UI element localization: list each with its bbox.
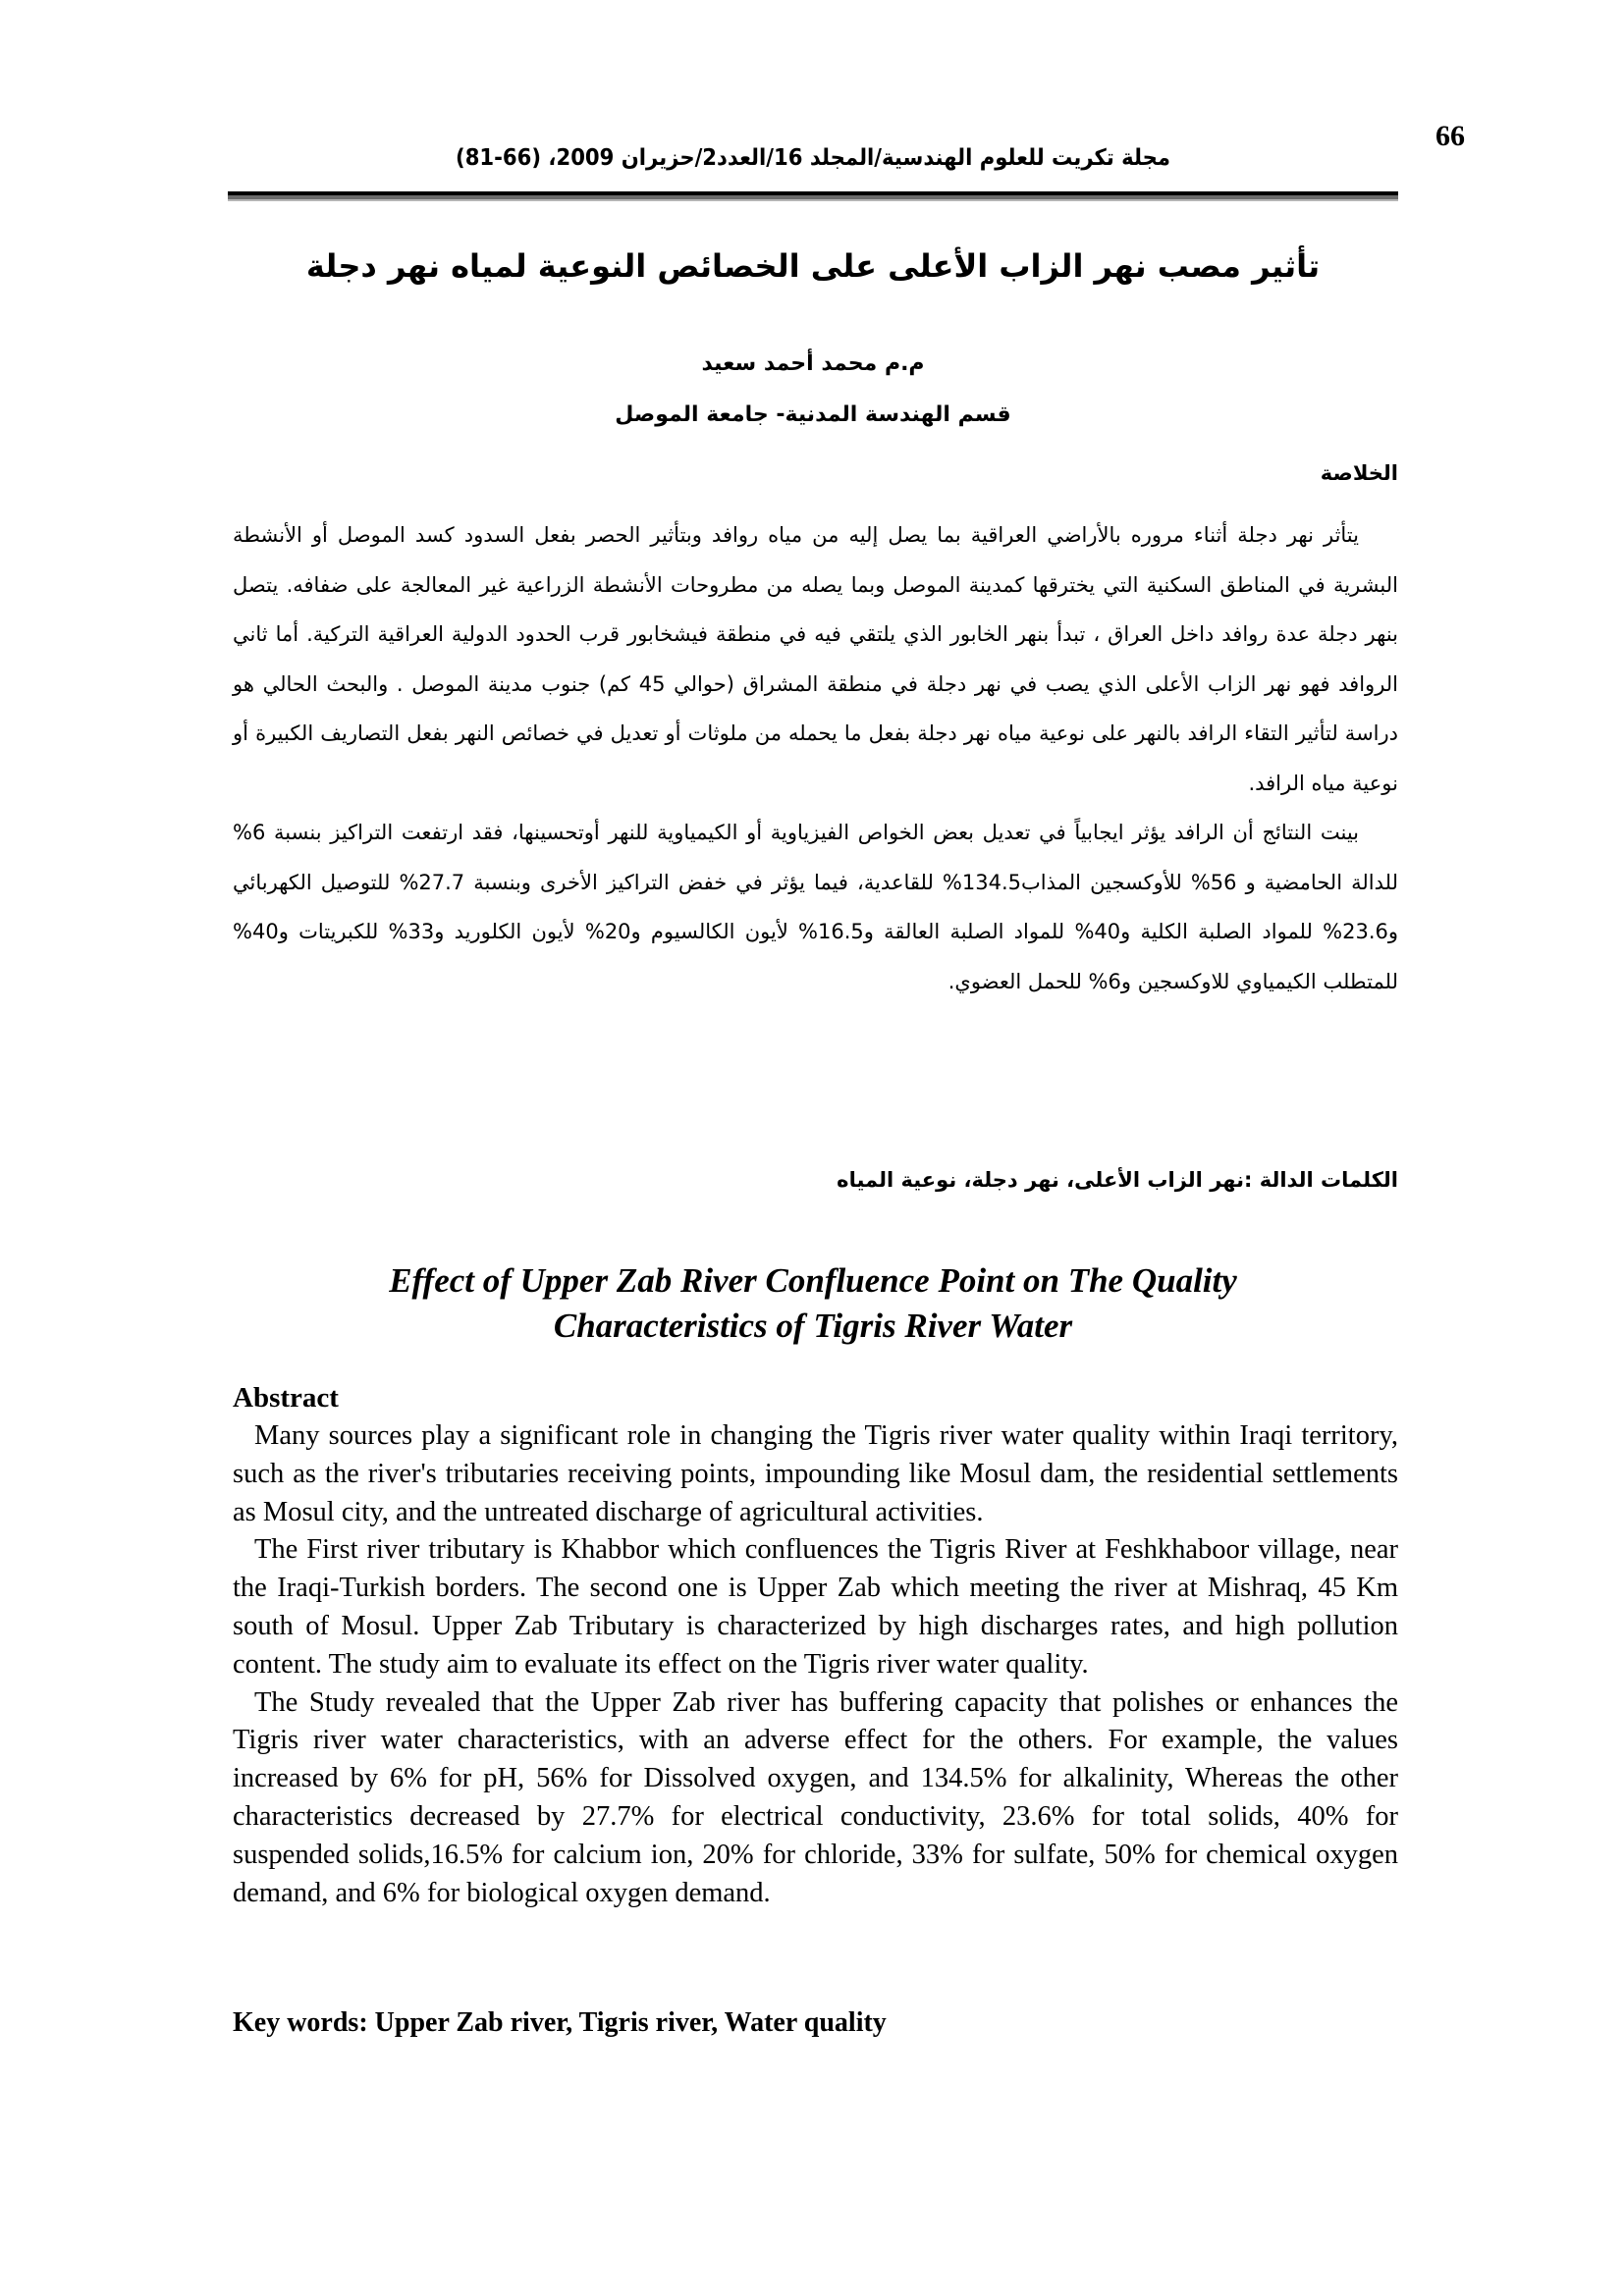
arabic-abstract-paragraph: يتأثر نهر دجلة أثناء مروره بالأراضي العراقية بما يصل إليه من مياه روافد وبتأثير الحصر بفعل السدود كسد الموصل أو الأنشطة البشرية في المناطق السكنية التي يخترقها كمدينة الموصل وبما يصله من مطروحات الأنشطة الزراعية غير المعالجة على ضفافه. يتصل بنهر دجلة عدة روافد داخل العراق ، تبدأ بنهر الخابور الذي يلتقي فيه في منطقة فيشخابور قرب الحدود الدولية العراقية التركية. أما ثاني الروافد فهو نهر الزاب الأعلى الذي يصب في نهر دجلة في منطقة المشراق (حوالي 45 كم) جنوب مدينة الموصل . والبحث الحالي هو دراسة لتأثير التقاء الرافد بالنهر على نوعية مياه نهر دجلة بفعل ما يحمله من ملوثات أو تعديل في خصائص النهر بفعل التصاريف الكبيرة أو نوعية مياه الرافد.	[233, 523, 1399, 795]
arabic-abstract-paragraph: بينت النتائج أن الرافد يؤثر ايجابياً في تعديل بعض الخواص الفيزياوية أو الكيمياوية للنهر أوتحسينها، فقد ارتفعت التراكيز بنسبة 6% للدالة الحامضية و 56% للأوكسجين المذاب134.5% للقاعدية، فيما يؤثر في خفض التراكيز الأخرى وبنسبة 27.7% للتوصيل الكهربائي و23.6% للمواد الصلبة الكلية و40% للمواد الصلبة العالقة و16.5% لأيون الكالسيوم و20% لأيون الكلوريد و33% للكبريتات و40% للمتطلب الكيمياوي للاوكسجين و6% للحمل العضوي.	[233, 821, 1399, 993]
english-title-line-1: Effect of Upper Zab River Confluence Point on The Quality	[389, 1261, 1237, 1300]
arabic-paper-title: تأثير مصب نهر الزاب الأعلى على الخصائص النوعية لمياه نهر دجلة	[305, 247, 1321, 285]
english-abstract-paragraph: The First river tributary is Khabbor which confluences the Tigris River at Feshkhaboor village, near the Iraqi-Turkish borders. The second one is Upper Zab which meeting the river at Mishraq, 45 Km south of Mosul. Upper Zab Tributary is characterized by high discharges rates, and high pollution content. The study aim to evaluate its effect on the Tigris river water quality.	[233, 1534, 1398, 1680]
header-rule-shadow-light	[228, 199, 1398, 201]
arabic-abstract-heading: الخلاصة	[1320, 461, 1398, 485]
english-paper-title	[228, 1258, 1398, 1349]
english-abstract-heading: Abstract	[233, 1382, 339, 1414]
english-abstract-body	[233, 1417, 1398, 1912]
arabic-affiliation: قسم الهندسة المدنية- جامعة الموصل	[615, 402, 1011, 427]
english-abstract-paragraph: The Study revealed that the Upper Zab river has buffering capacity that polishes or enhances the Tigris river water characteristics, with an adverse effect for the others. For example, the values increased by 6% for pH, 56% for Dissolved oxygen, and 134.5% for alkalinity, Whereas the other characteristics decreased by 27.7% for electrical conductivity, 23.6% for total solids, 40% for suspended solids,16.5% for calcium ion, 20% for chloride, 33% for sulfate, 50% for chemical oxygen demand, and 6% for biological oxygen demand.	[233, 1686, 1398, 1908]
arabic-author: م.م محمد أحمد سعيد	[701, 351, 925, 376]
english-keywords: Key words: Upper Zab river, Tigris river, Water quality	[233, 2007, 887, 2038]
page-number: 66	[1435, 120, 1465, 152]
english-title-line-2: Characteristics of Tigris River Water	[553, 1307, 1073, 1345]
arabic-keywords: الكلمات الدالة :نهر الزاب الأعلى، نهر دجلة، نوعية المياه	[837, 1168, 1398, 1192]
journal-running-header: مجلة تكريت للعلوم الهندسية/المجلد 16/العدد2/حزيران 2009، (66-81)	[456, 145, 1170, 171]
english-abstract-paragraph: Many sources play a significant role in changing the Tigris river water quality within Iraqi territory, such as the river's tributaries receiving points, impounding like Mosul dam, the residential settlements as Mosul city, and the untreated discharge of agricultural activities.	[233, 1420, 1398, 1527]
arabic-abstract-body	[233, 510, 1398, 1006]
